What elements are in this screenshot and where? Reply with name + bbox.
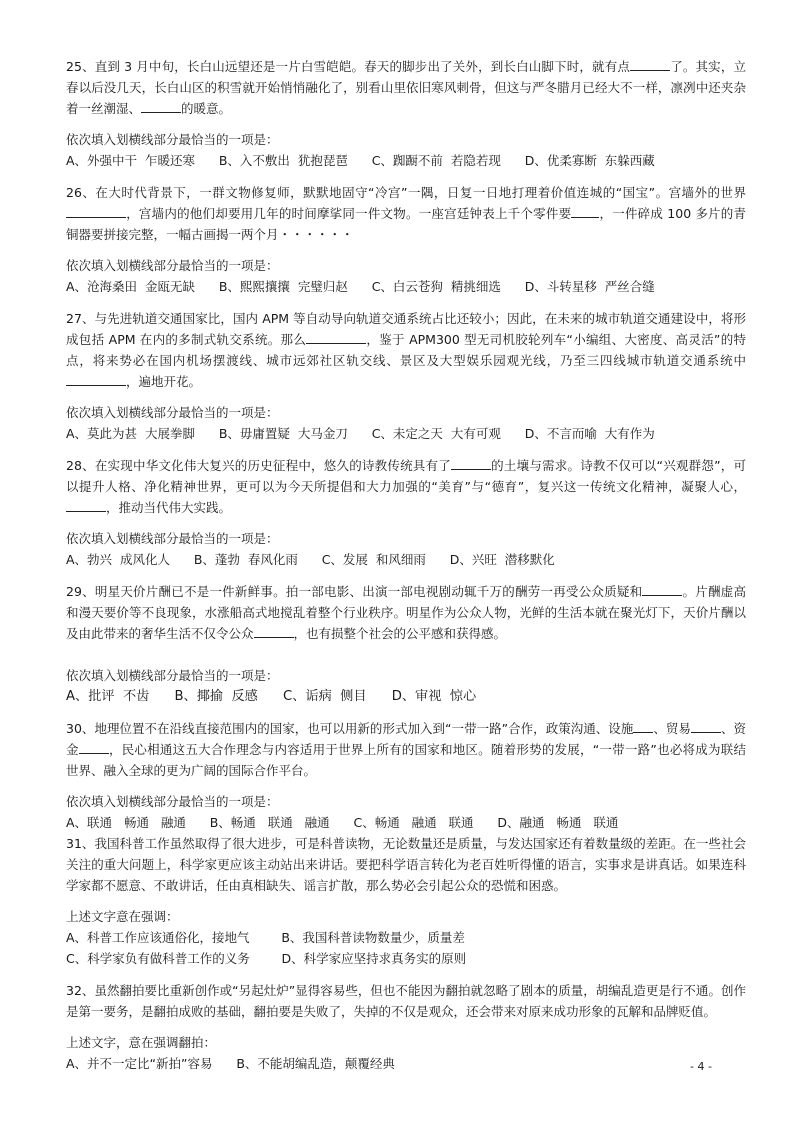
question-25 <box>66 56 746 171</box>
question-29 <box>66 581 746 707</box>
text-segment: 的暖意。 <box>181 101 232 116</box>
fill-blank <box>79 739 109 754</box>
text-segment: ，遍地开花。 <box>126 374 202 389</box>
question-prompt: 上述文字，意在强调翻拍： <box>66 1035 217 1050</box>
text-segment: 28、在实现中华文化伟大复兴的历史征程中，悠久的诗教传统具有了 <box>66 458 451 473</box>
question-prompt: 依次填入划横线部分最恰当的一项是： <box>66 258 279 273</box>
document-page <box>66 56 746 1074</box>
text-segment: ，宫墙内的他们却要用几年的时间摩挲同一件文物。一座宫廷钟表上千个零件要 <box>126 206 572 221</box>
fill-blank <box>633 718 653 733</box>
question-text <box>66 718 746 781</box>
text-segment: 25、直到 3 月中旬，长白山远望还是一片白雪皑皑。春天的脚步出了关外，到长白山脚下时，就有点 <box>66 59 631 74</box>
question-text <box>66 581 746 644</box>
answer-options: A、批评 不齿 B、揶揄 反感 C、诟病 侧目 D、审视 惊心 <box>66 689 477 704</box>
text-segment: 。片酬虚高和漫天要价等不良现象，水涨船高式地搅乱着整个行业秩序。明星作为公众人物，光鲜的生活本就在聚光灯下，天价片酬以及由此带来的奢华生活不仅令公众 <box>66 584 746 641</box>
text-segment: 的土壤与需求。诗教不仅可以“兴观群怨”，可以提升人格、净化精神世界，更可以为今天所提倡和大力加强的“美育”与“德育”，复兴这一传统文化精神，凝聚人心， <box>66 458 746 494</box>
answer-options: A、沧海桑田 金瓯无缺 B、熙熙攘攘 完璧归赵 C、白云苍狗 精挑细选 D、斗转星移 严丝合缝 <box>66 279 655 294</box>
text-segment: ，一件碎成 100 多片的青铜器要拼接完整，一幅古画揭一两个月・・・・・・ <box>66 206 746 242</box>
question-30 <box>66 718 746 833</box>
text-segment: ，民心相通这五大合作理念与内容适用于世界上所有的国家和地区。随着形势的发展，“一带一路”也必将成为联结世界、融入全球的更为广阔的国际合作平台。 <box>66 742 746 778</box>
text-segment: 26、在大时代背景下，一群文物修复师，默默地固守“冷宫”一隅，日复一日地打理着价值连城的“国宝”。宫墙外的世界 <box>66 185 746 200</box>
text-segment: ，也有损整个社会的公平感和获得感。 <box>293 626 507 641</box>
question-prompt: 依次填入划横线部分最恰当的一项是： <box>66 531 279 546</box>
question-27 <box>66 308 746 444</box>
fill-blank <box>141 98 181 113</box>
question-text <box>66 308 746 392</box>
answer-options: A、勃兴 成风化人 B、蓬勃 春风化雨 C、发展 和风细雨 D、兴旺 潜移默化 <box>66 552 555 567</box>
answer-option-row: A、科普工作应该通俗化，接地气 B、我国科普读物数量少，质量差 <box>66 930 465 945</box>
text-segment: ，推动当代伟大实践。 <box>106 500 232 515</box>
question-text: 31、我国科普工作虽然取得了很大进步，可是科普读物，无论数量还是质量，与发达国家还有着数量级的差距。在一些社会关注的重大问题上，科学家更应该主动站出来讲话。要把科学语言转化为老百姓听得懂的语言，实事求是讲真话。如果连科学家都不愿意、不敢讲话，任由真相缺失、谣言扩散，那么势必会引起公众的恐慌和困惑。 <box>66 836 746 893</box>
question-prompt: 上述文字意在强调： <box>66 909 179 924</box>
fill-blank <box>66 203 126 218</box>
question-prompt: 依次填入划横线部分最恰当的一项是： <box>66 794 279 809</box>
fill-blank <box>691 718 721 733</box>
text-segment: 了。其实，立春以后没几天，长白山区的积雪就开始悄悄融化了，别看山里依旧寒风刺骨，但这与严冬腊月已经大不一样，凛冽中还夹杂着一丝潮湿、 <box>66 59 746 116</box>
answer-options: A、联通 畅通 融通 B、畅通 联通 融通 C、畅通 融通 联通 D、融通 畅通 联通 <box>66 815 619 830</box>
fill-blank <box>66 371 126 386</box>
text-segment: 30、地理位置不在沿线直接范围内的国家，也可以用新的形式加入到“一带一路”合作，政策沟通、设施 <box>66 721 634 736</box>
question-text <box>66 455 746 518</box>
answer-option-row: C、科学家负有做科普工作的义务 D、科学家应坚持求真务实的原则 <box>66 951 467 966</box>
answer-options: A、外强中干 乍暖还寒 B、入不敷出 犹抱琵琶 C、踟蹰不前 若隐若现 D、优柔寡断 东躲西藏 <box>66 153 655 168</box>
text-segment: 、贸易 <box>653 721 691 736</box>
question-26 <box>66 182 746 297</box>
text-segment: 29、明星天价片酬已不是一件新鲜事。拍一部电影、出演一部电视剧动辄千万的酬劳一再受公众质疑和 <box>66 584 643 599</box>
question-prompt: 依次填入划横线部分最恰当的一项是： <box>66 405 279 420</box>
fill-blank <box>571 203 599 218</box>
question-28 <box>66 455 746 570</box>
text-segment: ，鉴于 APM300 型无司机胶轮列车“小编组、大密度、高灵活”的特点，将来势必在国内机场摆渡线、城市远郊社区轨交线、景区及大型娱乐园观光线，乃至三四线城市轨道交通系统中 <box>66 332 746 368</box>
fill-blank <box>254 623 294 638</box>
question-prompt: 依次填入划横线部分最恰当的一项是： <box>66 132 279 147</box>
fill-blank <box>306 329 366 344</box>
fill-blank <box>642 581 682 596</box>
question-32 <box>66 980 746 1074</box>
fill-blank <box>451 455 491 470</box>
question-text: 32、虽然翻拍要比重新创作或“另起灶炉”显得容易些，但也不能因为翻拍就忽略了剧本的质量，胡编乱造更是行不通。创作是第一要务，是翻拍成败的基础，翻拍要是失败了，失掉的不仅是观众，还会带来对原来成功形象的瓦解和品牌贬值。 <box>66 983 746 1019</box>
fill-blank <box>630 56 670 71</box>
question-text <box>66 56 746 119</box>
text-segment: 、资金 <box>66 721 746 757</box>
question-text <box>66 182 746 245</box>
answer-options: A、并不一定比“新拍”容易 B、不能胡编乱造，颠覆经典 <box>66 1056 395 1071</box>
text-segment: 27、与先进轨道交通国家比，国内 APM 等自动导向轨道交通系统占比还较小；因此，在未来的城市轨道交通建设中，将形成包括 APM 在内的多制式轨交系统。那么 <box>66 311 746 347</box>
question-31 <box>66 833 746 969</box>
fill-blank <box>66 497 106 512</box>
question-prompt: 依次填入划横线部分最恰当的一项是： <box>66 668 279 683</box>
answer-options: A、莫此为甚 大展拳脚 B、毋庸置疑 大马金刀 C、未定之天 大有可观 D、不言而喻 大有作为 <box>66 426 655 441</box>
page-number: - 4 - <box>690 1060 712 1073</box>
